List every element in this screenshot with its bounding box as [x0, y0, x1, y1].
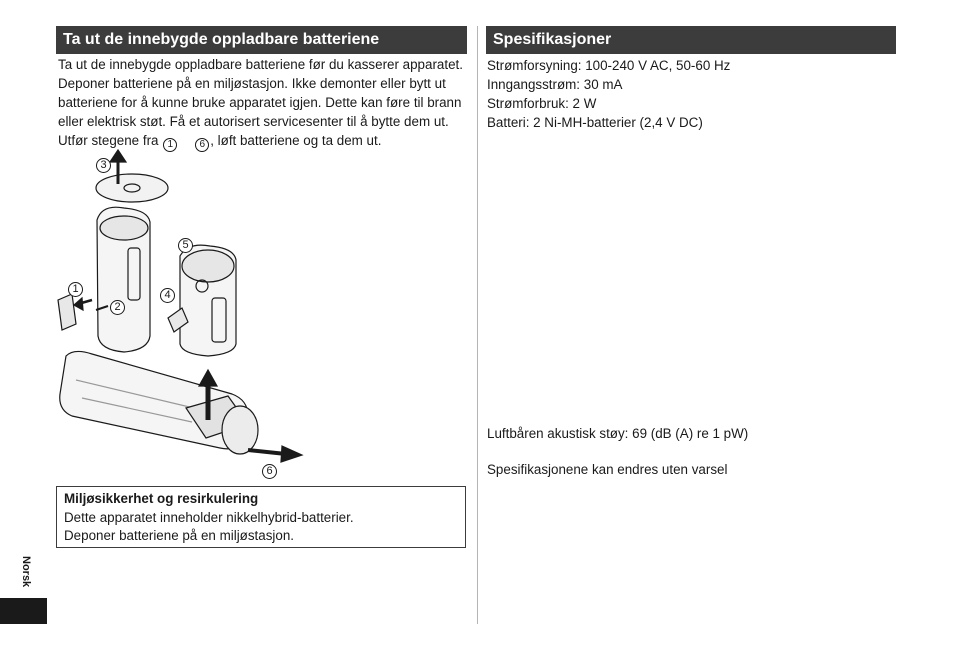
battery-removal-illustration: [52, 148, 312, 476]
section-title-remove-batteries: Ta ut de innebygde oppladbare batteriene: [56, 26, 467, 54]
paragraph-line: eller elektrisk støt. Få et autorisert servicesenter til å bytte dem ut.: [58, 113, 449, 129]
environment-title: Miljøsikkerhet og resirkulering: [64, 491, 259, 506]
steps-prefix: Utfør stegene fra: [58, 132, 159, 148]
specification-change-notice: Spesifikasjonene kan endres uten varsel: [487, 462, 728, 477]
callout-step-1: 1: [68, 282, 83, 297]
shaver-disassembly-drawing: [52, 148, 312, 476]
step-from-number: 1: [163, 138, 177, 152]
callout-step-5: 5: [178, 238, 193, 253]
environment-notice-box: [56, 486, 466, 548]
paragraph-line: batteriene for å kunne bruke apparatet igjen. Dette kan føre til brann: [58, 94, 462, 110]
callout-step-2: 2: [110, 300, 125, 315]
spec-item: Inngangsstrøm: 30 mA: [487, 76, 623, 92]
callout-step-4: 4: [160, 288, 175, 303]
environment-line: Dette apparatet inneholder nikkelhybrid-batterier.: [64, 509, 354, 525]
paragraph-line: Ta ut de innebygde oppladbare batteriene før du kasserer apparatet.: [58, 57, 463, 72]
acoustic-noise-spec: Luftbåren akustisk støy: 69 (dB (A) re 1 pW): [487, 426, 749, 441]
steps-suffix: , løft batteriene og ta dem ut.: [210, 132, 382, 148]
spec-item: Strømforsyning: 100-240 V AC, 50-60 Hz: [487, 58, 731, 73]
language-tab-label: Norsk: [20, 556, 32, 588]
section-title-specifications: Spesifikasjoner: [486, 26, 896, 54]
spec-item: Strømforbruk: 2 W: [487, 95, 597, 111]
language-tab-marker: [0, 598, 47, 624]
step-to-number: 6: [195, 138, 209, 152]
callout-step-3: 3: [96, 158, 111, 173]
callout-step-6: 6: [262, 464, 277, 479]
column-divider: [477, 26, 478, 624]
specifications-list: [487, 57, 895, 133]
environment-line: Deponer batteriene på en miljøstasjon.: [64, 528, 295, 544]
instruction-paragraph: [58, 56, 468, 152]
spec-item: Batteri: 2 Ni-MH-batterier (2,4 V DC): [487, 114, 703, 130]
paragraph-line: Deponer batteriene på en miljøstasjon. Ikke demonter eller bytt ut: [58, 75, 446, 91]
